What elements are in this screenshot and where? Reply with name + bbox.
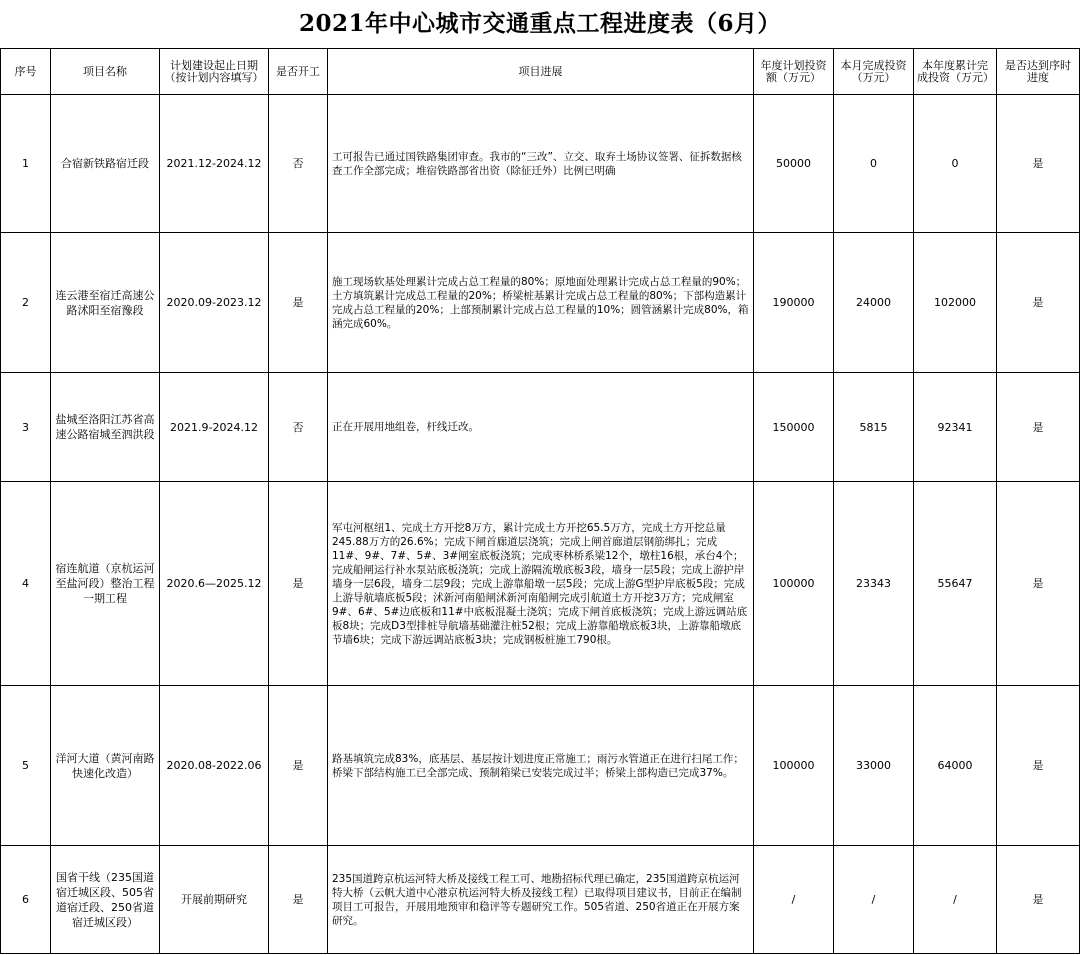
- cell-name: 洋河大道（黄河南路快速化改造）: [51, 686, 160, 846]
- table-row: [1, 95, 1080, 233]
- cell-started: 否: [269, 373, 328, 482]
- cell-seq: 1: [1, 95, 51, 233]
- cell-on-schedule: 是: [997, 233, 1080, 373]
- header-started: 是否开工: [269, 49, 328, 95]
- header-progress: 项目进展: [328, 49, 754, 95]
- cell-month-done: /: [834, 846, 914, 954]
- table-row: [1, 233, 1080, 373]
- cell-name: 盐城至洛阳江苏省高速公路宿城至泗洪段: [51, 373, 160, 482]
- header-seq: 序号: [1, 49, 51, 95]
- cell-name: 宿连航道（京杭运河至盐河段）整治工程一期工程: [51, 482, 160, 686]
- cell-period: 2020.08-2022.06: [160, 686, 269, 846]
- cell-year-cum: /: [914, 846, 997, 954]
- cell-annual-plan: 100000: [754, 686, 834, 846]
- cell-name: 国省干线（235国道宿迁城区段、505省道宿迁段、250省道宿迁城区段）: [51, 846, 160, 954]
- cell-seq: 5: [1, 686, 51, 846]
- cell-year-cum: 102000: [914, 233, 997, 373]
- table-header-row: [1, 49, 1080, 95]
- cell-on-schedule: 是: [997, 95, 1080, 233]
- cell-started: 是: [269, 482, 328, 686]
- cell-started: 否: [269, 95, 328, 233]
- cell-on-schedule: 是: [997, 482, 1080, 686]
- table-row: [1, 482, 1080, 686]
- cell-year-cum: 55647: [914, 482, 997, 686]
- cell-month-done: 33000: [834, 686, 914, 846]
- cell-period: 2020.09-2023.12: [160, 233, 269, 373]
- page-title: 2021年中心城市交通重点工程进度表（6月）: [298, 10, 782, 37]
- cell-started: 是: [269, 846, 328, 954]
- cell-annual-plan: 100000: [754, 482, 834, 686]
- cell-progress: 路基填筑完成83%，底基层、基层按计划进度正常施工；雨污水管道正在进行扫尾工作；桥梁下部结构施工已全部完成、预制箱梁已安装完成过半；桥梁上部构造已完成37%。: [328, 686, 754, 846]
- header-month-done: 本月完成投资（万元）: [834, 49, 914, 95]
- table-row: [1, 846, 1080, 954]
- header-on-schedule: 是否达到序时进度: [997, 49, 1080, 95]
- header-name: 项目名称: [51, 49, 160, 95]
- cell-month-done: 0: [834, 95, 914, 233]
- cell-annual-plan: 50000: [754, 95, 834, 233]
- cell-year-cum: 92341: [914, 373, 997, 482]
- cell-annual-plan: /: [754, 846, 834, 954]
- cell-progress: 235国道跨京杭运河特大桥及接线工程工可、地勘招标代理已确定，235国道跨京杭运河特大桥（云帆大道中心港京杭运河特大桥及接线工程）已取得项目建议书，目前正在编制项目工可报告，开展用地预审和稳评等专题研究工作。505省道、250省道正在开展方案研究。: [328, 846, 754, 954]
- cell-started: 是: [269, 686, 328, 846]
- cell-name: 合宿新铁路宿迁段: [51, 95, 160, 233]
- cell-annual-plan: 190000: [754, 233, 834, 373]
- cell-period: 2021.9-2024.12: [160, 373, 269, 482]
- cell-year-cum: 0: [914, 95, 997, 233]
- header-year-cum: 本年度累计完成投资（万元）: [914, 49, 997, 95]
- cell-on-schedule: 是: [997, 686, 1080, 846]
- cell-progress: 正在开展用地组卷，杆线迁改。: [328, 373, 754, 482]
- cell-month-done: 23343: [834, 482, 914, 686]
- cell-period: 2021.12-2024.12: [160, 95, 269, 233]
- cell-on-schedule: 是: [997, 846, 1080, 954]
- cell-progress: 军屯河枢纽1、完成土方开挖8万方，累计完成土方开挖65.5万方，完成土方开挖总量245.88万方的26.6%；完成下闸首廊道层浇筑；完成上闸首廊道层钢筋绑扎；完成11#、9#、7#、5#、3#闸室底板浇筑；完成枣林桥系梁12个，墩柱16根，承台4个；完成船闸运行补水泵站底板浇筑；完成上游隔流墩底板3段，墙身一层5段；完成上游护岸墙身一层6段，墙身二层9段；完成上游靠船墩一层5段；完成上游G型护岸底板5段；完成上游导航墙底板5段；沭新河南船闸沭新河南船闸完成引航道土方开挖3万方；完成闸室9#、6#、5#边底板和11#中底板混凝土浇筑；完成下闸首底板浇筑；完成上游远调站底板8块；完成D3型排桩导航墙基础灌注桩52根；完成上游靠船墩底板3块，上游靠船墩底节墙6块；完成下游远调站底板3块；完成钢板桩施工790根。: [328, 482, 754, 686]
- cell-on-schedule: 是: [997, 373, 1080, 482]
- table-row: [1, 686, 1080, 846]
- cell-period: 2020.6—2025.12: [160, 482, 269, 686]
- cell-seq: 3: [1, 373, 51, 482]
- cell-month-done: 5815: [834, 373, 914, 482]
- cell-progress: 施工现场软基处理累计完成占总工程量的80%；原地面处理累计完成占总工程量的90%；土方填筑累计完成总工程量的20%；桥梁桩基累计完成占总工程量的80%；下部构造累计完成占总工程量的20%；上部预制累计完成占总工程量的10%；圆管涵累计完成80%，箱涵完成60%。: [328, 233, 754, 373]
- cell-seq: 6: [1, 846, 51, 954]
- cell-started: 是: [269, 233, 328, 373]
- header-period: 计划建设起止日期（按计划内容填写）: [160, 49, 269, 95]
- cell-progress: 工可报告已通过国铁路集团审查。我市的“三改”、立交、取弃土场协议签署、征拆数据核查工作全部完成；堆宿铁路部省出资（除征迁外）比例已明确: [328, 95, 754, 233]
- cell-name: 连云港至宿迁高速公路沭阳至宿豫段: [51, 233, 160, 373]
- cell-year-cum: 64000: [914, 686, 997, 846]
- cell-seq: 4: [1, 482, 51, 686]
- cell-period: 开展前期研究: [160, 846, 269, 954]
- cell-seq: 2: [1, 233, 51, 373]
- table-row: [1, 373, 1080, 482]
- cell-annual-plan: 150000: [754, 373, 834, 482]
- cell-month-done: 24000: [834, 233, 914, 373]
- header-annual-plan: 年度计划投资额（万元）: [754, 49, 834, 95]
- progress-table: [0, 48, 1080, 954]
